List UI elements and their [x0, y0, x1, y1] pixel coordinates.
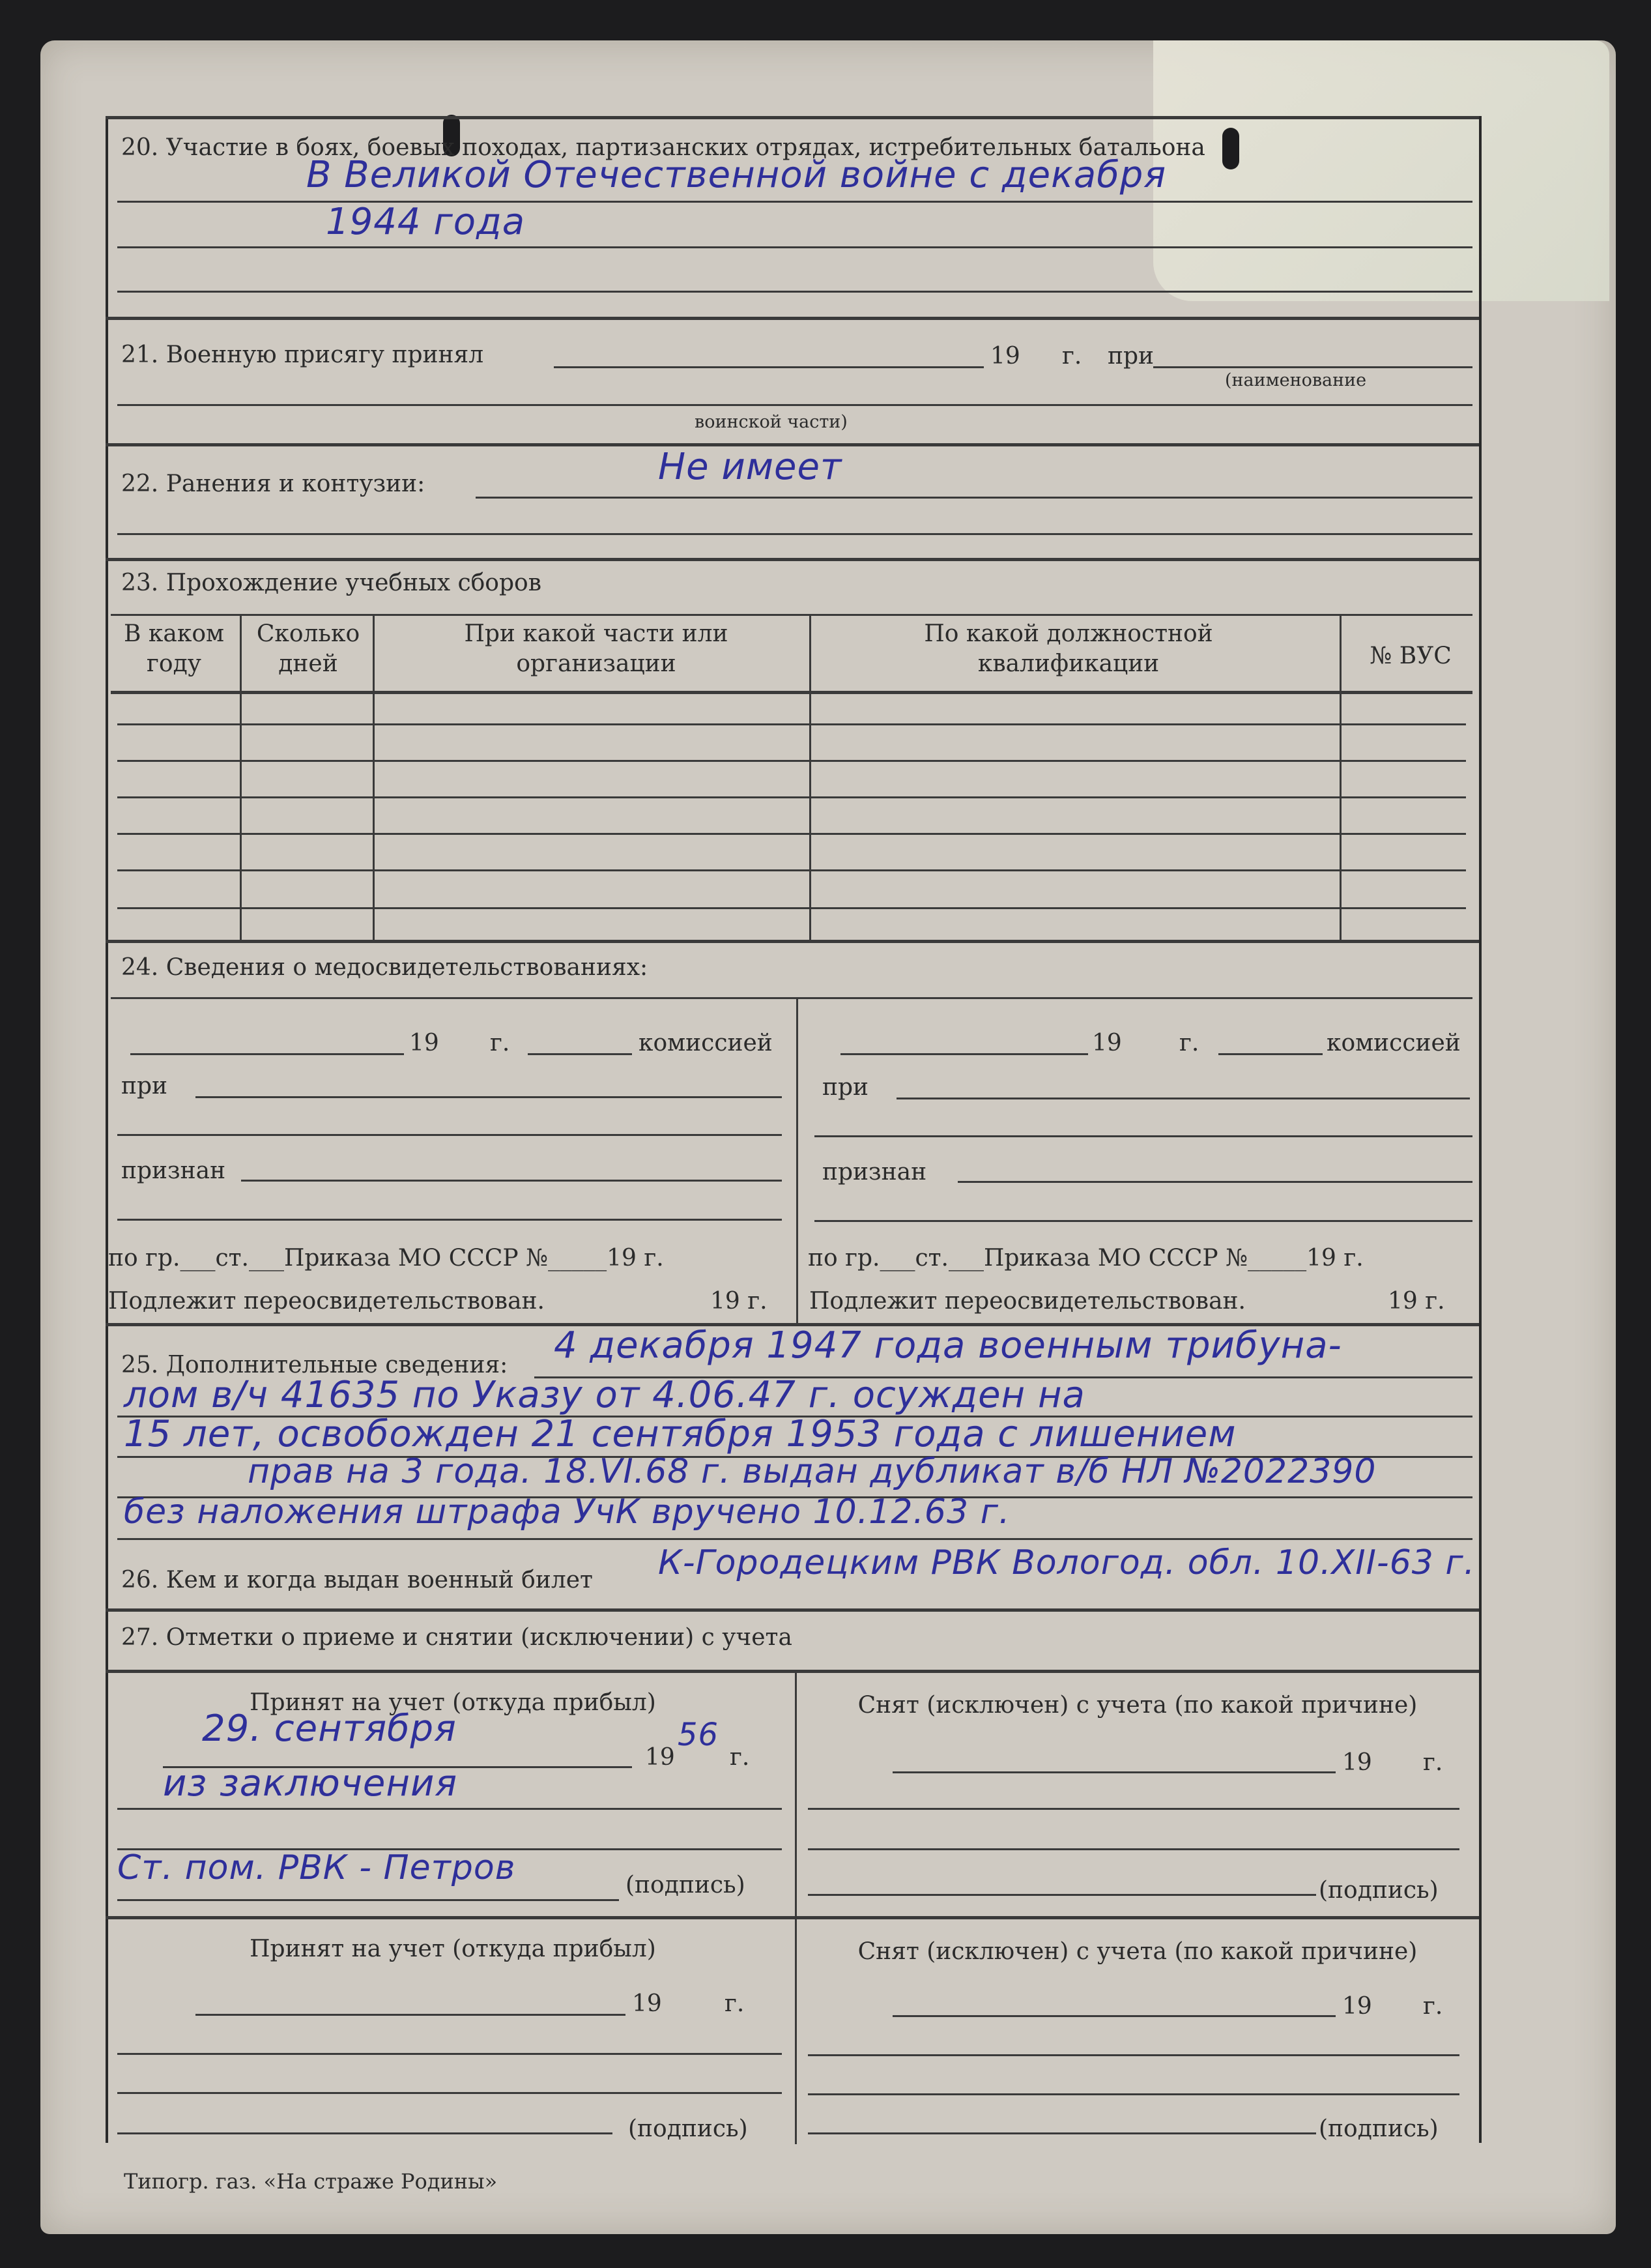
rule — [897, 1098, 1470, 1099]
rule — [117, 533, 1472, 535]
rule — [117, 201, 1472, 203]
section26-label: 26. Кем и когда выдан военный билет — [121, 1567, 593, 1593]
year-suffix: г. — [1423, 1993, 1443, 2020]
removed-label: Снят (исключен) с учета (по какой причине) — [857, 1692, 1418, 1719]
rule — [241, 1180, 782, 1182]
rule — [117, 833, 1466, 835]
rule — [117, 2132, 612, 2134]
rule — [893, 1771, 1336, 1773]
rule — [195, 1096, 782, 1098]
year-prefix: 19 — [1342, 1993, 1372, 2020]
rule — [117, 2053, 782, 2055]
rule — [808, 1848, 1459, 1850]
signature-label: (подпись) — [625, 1872, 745, 1898]
year-suffix: г. — [730, 1744, 750, 1771]
table-header: По какой должностной квалификации — [924, 620, 1213, 677]
section25-handwriting: 4 декабря 1947 года военным трибуна- — [554, 1324, 1342, 1367]
year-suffix: г. — [1423, 1749, 1443, 1776]
column-divider — [796, 997, 798, 1323]
recognized-label: признан — [121, 1157, 226, 1184]
signature-label: (подпись) — [1319, 2115, 1439, 2142]
at-label: при — [121, 1073, 168, 1099]
order-line: по гр.___ст.___Приказа МО СССР №_____19 г. — [108, 1245, 664, 1272]
section27-signature: Ст. пом. РВК - Петров — [117, 1848, 516, 1887]
rule — [117, 723, 1466, 725]
rule — [130, 1053, 404, 1055]
table-header: В каком году — [123, 620, 225, 677]
year-prefix: 19 — [409, 1030, 439, 1056]
section25-handwriting: 15 лет, освобожден 21 сентября 1953 года с лишением — [124, 1413, 1237, 1455]
at-label: при — [1108, 343, 1155, 370]
section22-handwriting: Не имеет — [658, 446, 842, 488]
section27-label: 27. Отметки о приеме и снятии (исключении) с учета — [121, 1624, 792, 1651]
rule — [106, 1608, 1479, 1612]
field-note: (наименование — [1225, 370, 1367, 390]
year-suffix: г. — [725, 1990, 745, 2017]
table-header: № ВУС — [1370, 643, 1452, 669]
reexam-year: 19 г. — [1388, 1288, 1445, 1315]
rule — [808, 1894, 1316, 1896]
at-label: при — [822, 1074, 869, 1101]
section22-label: 22. Ранения и контузии: — [121, 471, 425, 497]
rule — [195, 2014, 625, 2016]
section25-label: 25. Дополнительные сведения: — [121, 1352, 508, 1378]
rule — [808, 1808, 1459, 1810]
rule — [117, 1808, 782, 1810]
rule — [106, 558, 1479, 561]
rule — [814, 1220, 1472, 1222]
rule — [117, 796, 1466, 798]
rule — [808, 2132, 1316, 2134]
accepted-label: Принят на учет (откуда прибыл) — [250, 1936, 656, 1962]
table-header: Сколько дней — [256, 620, 360, 677]
section25-handwriting: прав на 3 года. 18.VI.68 г. выдан дубликат в/б НЛ №2022390 — [248, 1452, 1377, 1491]
section20-handwriting: 1944 года — [326, 201, 526, 243]
recognized-label: признан — [822, 1159, 927, 1185]
rule — [554, 366, 984, 368]
rule — [117, 760, 1466, 762]
field-note: воинской части) — [695, 412, 848, 432]
rule — [808, 2054, 1459, 2056]
commission-label: комиссией — [639, 1030, 773, 1056]
year-prefix: 19 — [632, 1990, 662, 2017]
year-prefix: 19 — [1092, 1030, 1122, 1056]
rule — [958, 1181, 1472, 1183]
rule — [111, 997, 1472, 999]
rule — [117, 1134, 782, 1136]
table-col — [240, 614, 242, 940]
reexam-year: 19 г. — [710, 1288, 768, 1315]
section27-handwriting: из заключения — [163, 1762, 458, 1805]
signature-label: (подпись) — [628, 2115, 748, 2142]
table-header-rule — [111, 691, 1472, 694]
order-line: по гр.___ст.___Приказа МО СССР №_____19 г. — [808, 1245, 1364, 1272]
rule — [117, 2092, 782, 2094]
section27-handwriting: 56 — [678, 1717, 719, 1753]
section20-handwriting: В Великой Отечественной войне с декабря — [306, 154, 1166, 196]
rule — [106, 940, 1479, 943]
section26-handwriting: К-Городецким РВК Вологод. обл. 10.XII-63 г. — [658, 1543, 1476, 1582]
section25-handwriting: лом в/ч 41635 по Указу от 4.06.47 г. осужден на — [124, 1374, 1085, 1416]
rule — [808, 2093, 1459, 2095]
rule — [117, 869, 1466, 871]
section25-handwriting: без наложения штрафа УчК вручено 10.12.63 г. — [124, 1492, 1011, 1532]
rule — [840, 1053, 1088, 1055]
rule — [117, 1219, 782, 1221]
rule — [117, 246, 1472, 248]
rule — [814, 1135, 1472, 1137]
rule — [1153, 366, 1472, 368]
column-divider — [795, 1670, 797, 2144]
rule — [117, 1538, 1472, 1540]
reexam-label: Подлежит переосвидетельствован. — [809, 1288, 1246, 1315]
rule — [106, 116, 1479, 119]
year-prefix: 19 — [990, 343, 1020, 370]
signature-label: (подпись) — [1319, 1877, 1439, 1904]
rule — [117, 907, 1466, 909]
table-top — [111, 614, 1472, 616]
rule — [106, 1916, 1479, 1919]
removed-label: Снят (исключен) с учета (по какой причине) — [857, 1938, 1418, 1965]
section23-label: 23. Прохождение учебных сборов — [121, 570, 541, 596]
table-col — [373, 614, 375, 940]
rule — [117, 291, 1472, 293]
section24-label: 24. Сведения о медосвидетельствованиях: — [121, 954, 648, 981]
year-suffix: г. — [1062, 343, 1082, 370]
year-suffix: г. — [490, 1030, 510, 1056]
year-prefix: 19 — [1342, 1749, 1372, 1776]
accepted-label: Принят на учет (откуда прибыл) — [250, 1689, 656, 1716]
rule — [528, 1053, 632, 1055]
table-header: При какой части или организации — [464, 620, 728, 677]
printer-footer: Типогр. газ. «На страже Родины» — [124, 2169, 498, 2194]
rule — [476, 497, 1472, 499]
reexam-label: Подлежит переосвидетельствован. — [108, 1288, 545, 1315]
rule — [1218, 1053, 1323, 1055]
year-suffix: г. — [1179, 1030, 1199, 1056]
commission-label: комиссией — [1327, 1030, 1461, 1056]
rule — [106, 1670, 1479, 1673]
year-prefix: 19 — [645, 1744, 675, 1771]
rule — [117, 404, 1472, 406]
table-col — [809, 614, 811, 940]
section27-handwriting: 29. сентября — [202, 1708, 457, 1750]
table-col — [1340, 614, 1342, 940]
section20-label: 20. Участие в боях, боевых походах, партизанских отрядах, истребительных батальона — [121, 134, 1205, 161]
rule — [117, 1899, 619, 1901]
section21-label: 21. Военную присягу принял — [121, 342, 484, 368]
rule — [106, 317, 1479, 320]
rule — [893, 2015, 1336, 2017]
